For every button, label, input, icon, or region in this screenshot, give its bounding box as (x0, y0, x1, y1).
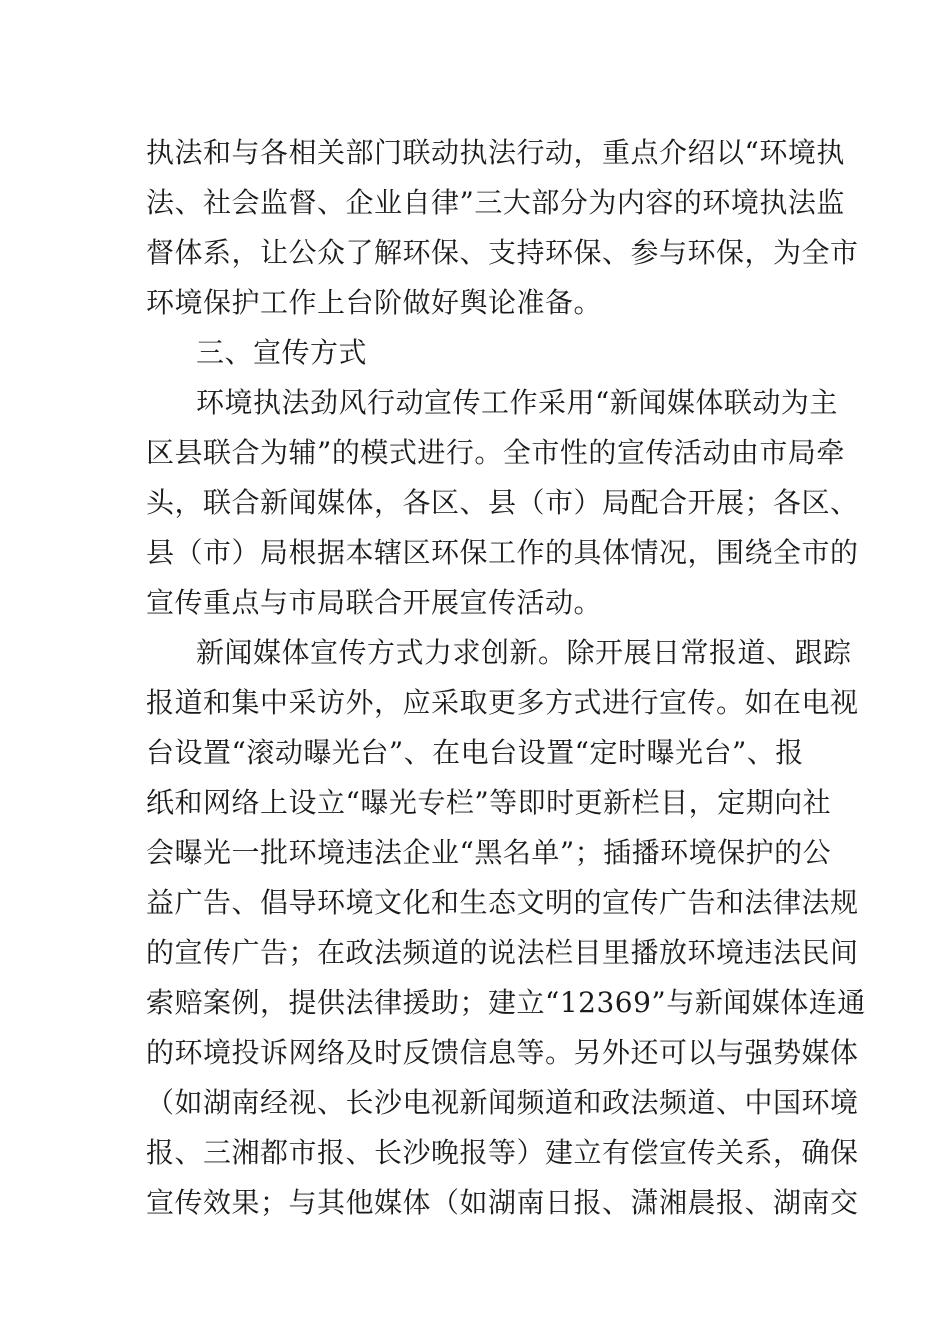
section-heading: 三、宣传方式 (196, 336, 368, 369)
paragraph-line: 环境保护工作上台阶做好舆论准备。 (146, 286, 603, 319)
paragraph-line: 台设置“滚动曝光台”、在电台设置“定时曝光台”、报 (146, 736, 804, 769)
paragraph-line: 新闻媒体宣传方式力求创新。除开展日常报道、跟踪 (196, 636, 852, 669)
paragraph-line: 索赔案例，提供法律援助；建立“12369”与新闻媒体连通 (146, 986, 866, 1019)
paragraph-line: 法、社会监督、企业自律”三大部分为内容的环境执法监 (146, 186, 845, 219)
paragraph-line: 报、三湘都市报、长沙晚报等）建立有偿宣传关系，确保 (146, 1136, 859, 1169)
paragraph-line: 宣传重点与市局联合开展宣传活动。 (146, 586, 603, 619)
paragraph-line: 督体系，让公众了解环保、支持环保、参与环保，为全市 (146, 236, 859, 269)
paragraph-line: 报道和集中采访外，应采取更多方式进行宣传。如在电视 (146, 686, 859, 719)
paragraph-line: 环境执法劲风行动宣传工作采用“新闻媒体联动为主 (196, 386, 838, 419)
paragraph-line: 的环境投诉网络及时反馈信息等。另外还可以与强势媒体 (146, 1036, 859, 1069)
paragraph-line: 执法和与各相关部门联动执法行动，重点介绍以“环境执 (146, 136, 845, 169)
paragraph-line: 纸和网络上设立“曝光专栏”等即时更新栏目，定期向社 (146, 786, 832, 819)
paragraph-line: 县（市）局根据本辖区环保工作的具体情况，围绕全市的 (146, 536, 859, 569)
paragraph-line: 区县联合为辅”的模式进行。全市性的宣传活动由市局牵 (146, 436, 845, 469)
paragraph-line: 会曝光一批环境违法企业“黑名单”；插播环境保护的公 (146, 836, 832, 869)
paragraph-line: 宣传效果；与其他媒体（如湖南日报、潇湘晨报、湖南交 (146, 1186, 859, 1219)
paragraph-line: 的宣传广告；在政法频道的说法栏目里播放环境违法民间 (146, 936, 859, 969)
paragraph-line: （如湖南经视、长沙电视新闻频道和政法频道、中国环境 (146, 1086, 859, 1119)
paragraph-line: 益广告、倡导环境文化和生态文明的宣传广告和法律法规 (146, 886, 859, 919)
paragraph-line: 头，联合新闻媒体，各区、县（市）局配合开展；各区、 (146, 486, 859, 519)
